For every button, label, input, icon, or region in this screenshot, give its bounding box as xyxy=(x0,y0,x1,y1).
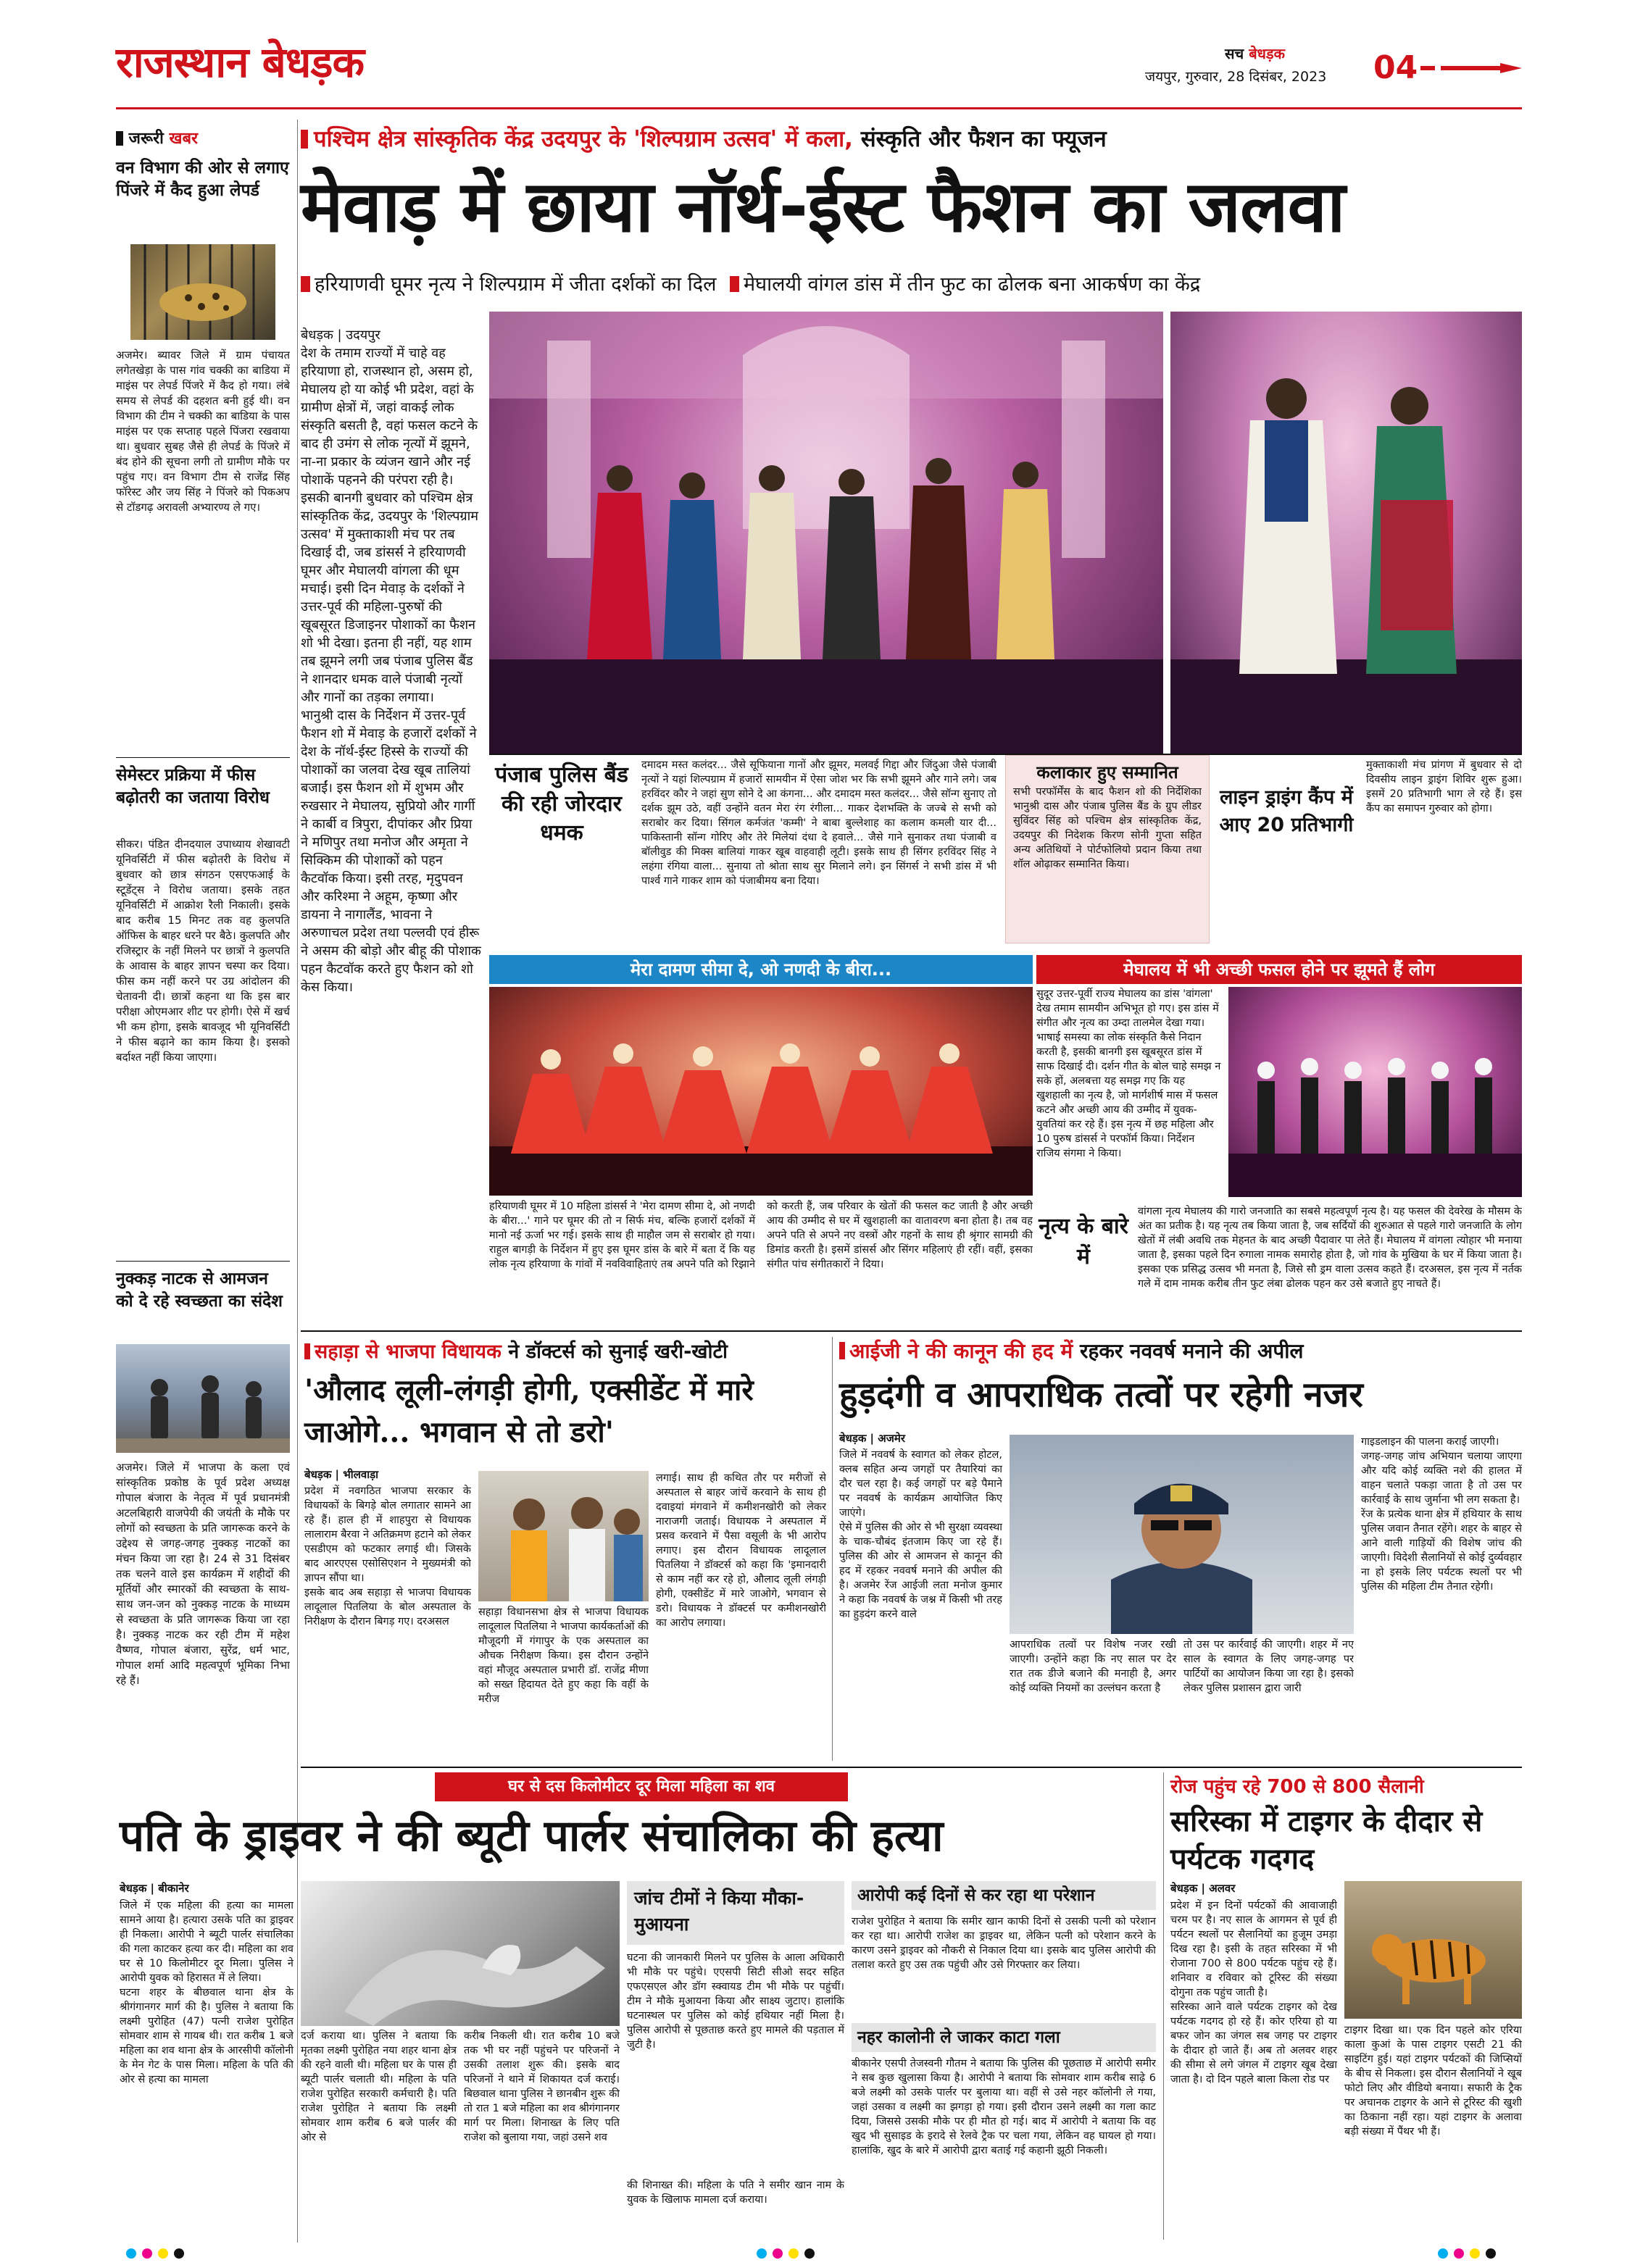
masthead xyxy=(116,29,1522,101)
murder-bar: घर से दस किलोमीटर दूर मिला महिला का शव xyxy=(435,1772,848,1801)
registration-marks-center xyxy=(754,2248,817,2261)
brief-divider xyxy=(116,1261,290,1262)
brief-divider xyxy=(116,757,290,758)
registration-marks-right xyxy=(1435,2248,1499,2261)
ig-col-4: गाइडलाइन की पालना कराई जाएगी। जगह-जगह जांच अभियान चलाया जाएगा और यदि कोई व्यक्ति नशे की हालत में वाहन चलाते पकड़ा जाता है तो उस पर कार्रवाई के साथ जुर्माना भी लग सकता है। रेंज के प्रत्येक थाना क्षेत्र में हथियार के साथ पुलिस जवान तैनात रहेंगे। शहर के बाहर से आने वाली गाड़ियों की विशेष जांच की जाएगी। विदेशी सैलानियों से कोई दुर्व्यवहार ना हो इसके लिए पर्यटक स्थलों पर भी पुलिस की महिला टीम तैनात रहेगी। xyxy=(1361,1436,1522,1593)
column-divider xyxy=(832,1337,833,1761)
crime-scene-photo xyxy=(301,1881,620,2026)
deck-bullet xyxy=(730,276,739,292)
brand-logo: राजस्थान बेधड़क xyxy=(116,38,365,87)
page-number: 04 xyxy=(1373,49,1418,86)
meghalaya-body: सुदूर उत्तर-पूर्वी राज्य मेघालय का डांस 'वांगला' देख तमाम सामयीन अभिभूत हो गए। इस डांस में संगीत और नृत्य का उम्दा तालमेल देखा गया। भाषाई समस्या का लोक संस्कृति कैसे निदान करती है, इसकी बानगी इस खूबसूरत डांस में साफ दिखाई दी। दर्शन गीत के बोल चाहे समझ न सके हों, अलबत्ता यह समझ गए कि यह खुशहाली का नृत्य है, जो मार्गशीर्ष मास में फसल कटने और अच्छी आय की उम्मीद में युवक-युवतियां कर रहे हैं। इस नृत्य में छह महिला और 10 पुरुष डांसर्स ने परफॉर्म किया। निर्देशन राजिय संगमा ने किया। xyxy=(1036,988,1221,1159)
tiger-photo xyxy=(1344,1881,1522,2019)
haryana-body: हरियाणवी घूमर में 10 महिला डांसर्स ने 'मेरा दामण सीमा दे, ओ नणदी के बीरा...' गाने पर घूमर की तो न सिर्फ मंच, बल्कि हजारों दर्शकों में मानो नई ऊर्जा भर गई। इसके साथ ही माहौल जम से सराबोर हो गया। राहुल बागड़ी के निर्देशन में हुए इस घूमर डांस के बारे में बता दें कि यह लोक नृत्य हरियाणा के गांवों में नवविवाहिताएं तब अपने पति को रिझाने को करती हैं, जब परिवार के खेतों की फसल कट जाती है और अच्छी आय की उम्मीद से घर में खुशहाली का वातावरण बना होता है। तब वह अपने पति से अपने नए वस्त्रों और गहनों के साथ ही श्रृंगार सामग्री की डिमांड करती है। इसमें डांसर्स और सिंगर महिलाएं ही रहीं। वहीं, इसका संगीत पांच संगीतकारों ने दिया। xyxy=(489,1201,1033,1270)
ig-col-1: जिले में नववर्ष के स्वागत को लेकर होटल, क्लब सहित अन्य जगहों पर तैयारियां का दौर चल रहा है। कई जगहों पर बड़े पैमाने पर नववर्ष के कार्यक्रम आयोजित किए जाएंगे। ऐसे में पुलिस की ओर से भी सुरक्षा व्यवस्था के चाक-चौबंद इंतजाम किए जा रहे हैं। पुलिस की ओर से आमजन से कानून की हद में रहकर नववर्ष मनाने की अपील की है। अजमेर रेंज आईजी लता मनोज कुमार ने कहा कि नववर्ष के जश्न में किसी भी तरह का हुड़दंग करने वाले xyxy=(839,1449,1002,1620)
investigation-body: घटना की जानकारी मिलने पर पुलिस के आला अधिकारी भी मौके पर पहुंचे। एएसपी सिटी सीओ सदर सहित एफएसएल और डॉग स्क्वायड टीम भी मौके पर पहुंचीं। टीम ने मौके मुआयना किया और साक्ष्य जुटाए। हालांकि घटनास्थल पर पुलिस को कोई हथियार नहीं मिला है। पुलिस आरोपी से पूछताछ करते हुए मामले की पड़ताल में जुटी है। xyxy=(627,1952,844,2051)
registration-marks-left xyxy=(123,2248,187,2261)
line-drawing-body: मुक्ताकाशी मंच प्रांगण में बुधवार से दो दिवसीय लाइन ड्राइंग शिविर शुरू हुआ। इसमें 20 प्रतिभागी भाग ले रहे हैं। इस कैंप का समापन गुरुवार को होगा। xyxy=(1366,759,1522,814)
lead-kicker: पश्चिम क्षेत्र सांस्कृतिक केंद्र उदयपुर के 'शिल्पग्राम उत्सव' में कला, संस्कृति और फैशन का फ्यूजन xyxy=(301,123,1522,154)
masthead-tag: सच बेधड़क xyxy=(1225,45,1285,62)
brief-2-body: सीकर। पंडित दीनदयाल उपाध्याय शेखावटी यूनिवर्सिटी में फीस बढ़ोतरी के विरोध में बुधवार को छात्र संगठन एसएफआई के स्टूडेंट्स ने विरोध जताया। इसके तहत यूनिवर्सिटी में आक्रोश रैली निकाली। इसके बाद करीब 15 मिनट तक वह कुलपति ऑफिस के बाहर धरने पर बैठे। कुलपति और रजिस्ट्रार के नहीं मिलने पर छात्रों ने कुलपति के आवास के बाहर ज्ञापन चस्पा कर दिया। फीस कम नहीं करने पर उग्र आंदोलन की चेतावनी दी। छात्रों कहना था कि इस बार परीक्षा ओएमआर शीट पर होगी। ऐसे में खर्च भी कम होगा, इसके बावजूद भी यूनिवर्सिटी ने फीस बढ़ाने का काम किया है। इसको बर्दाश्त नहीं किया जाएगा। xyxy=(116,838,290,1064)
mla-col-3: लगाई। साथ ही कथित तौर पर मरीजों से अस्पताल से बाहर जांचें करवाने के साथ ही दवाइयां मंगवाने में कमीशनखोरी को लेकर नाराजगी जताई। विधायक ने अस्पताल में प्रसव करवाने में पैसा वसूली के भी आरोप लगाए। इस दौरान विधायक लादूलाल पितलिया ने डॉक्टर्स को कहा कि 'इमानदारी से काम नहीं कर रहे हो, औलाद लूली लंगड़ी होगी, एक्सीडेंट में मारे जाओगे, भगवान से डरो। विधायक ने डॉक्टर्स पर कमीशनखोरी का आरोप लगाया। xyxy=(656,1472,826,1629)
murder-dateline: बेधड़क | बीकानेर xyxy=(120,1882,189,1895)
deck-bullet xyxy=(301,276,310,292)
mla-col-2: सहाड़ा विधानसभा क्षेत्र से भाजपा विधायक लादूलाल पितलिया ने भाजपा कार्यकर्ताओं की मौजूदगी में गंगापुर के एक अस्पताल का औचक निरीक्षण किया। इस दौरान उन्होंने वहां मौजूद अस्पताल प्रभारी डॉ. राजेंद्र मीणा को सख्त हिदायत देते हुए कहा कि वहीं के मरीज xyxy=(478,1606,649,1705)
investigation-headline: जांच टीमों ने किया मौका-मुआयना xyxy=(627,1881,844,1945)
ghoomar-dance-photo xyxy=(489,987,1033,1196)
column-divider xyxy=(1163,1772,1164,2240)
lead-body-col: बेधड़क | उदयपुर देश के तमाम राज्यों में चाहे वह हरियाणा हो, राजस्थान हो, असम हो, मेघालय हो या कोई भी प्रदेश, वहां के ग्रामीण क्षेत्रों में, जहां वाकई लोक संस्कृति बसती है, वहां फसल कटने के बाद ही उमंग से लोक नृत्यों में झूमने, ना-ना प्रकार के व्यंजन खाने और नई पोशाकें पहनने की परंपरा रही है। इसकी बानगी बुधवार को पश्चिम क्षेत्र सांस्कृतिक केंद्र, उदयपुर के 'शिल्पग्राम उत्सव' में मुक्ताकाशी मंच पर तब दिखाई दी, जब डांसर्स ने हरियाणवी घूमर और मेघालयी वांगला की धूम मचाई। इसी दिन मेवाड़ के दर्शकों ने उत्तर-पूर्व की महिला-पुरुषों की खूबसूरत डिजाइनर पोशाकों का फैशन शो भी देखा। इतना ही नहीं, यह शाम तब झूमने लगी जब पंजाब पुलिस बैंड ने शानदार धमक वाले पंजाबी नृत्यों और गानों का तड़का लगाया। भानुश्री दास के निर्देशन में उत्तर-पूर्व फैशन शो में मेवाड़ के हजारों दर्शकों ने देश के नॉर्थ-ईस्ट हिस्से के राज्यों की पोशाकों का जलवा देख खूब तालियां बजाईं। इस फैशन शो में शुभम और रुखसार ने मेघालय, सुप्रियो और गार्गी ने कार्बी व त्रिपुरा, दीपांकर और प्रिया ने मणिपुर तथा मनोज और अमृता ने सिक्किम की पोशाकों को पहन कैटवॉक किया। इसी तरह, मृदुपवन और करिश्मा ने अहूम, कृष्णा और डायना ने नागालैंड, भावना ने अरुणाचल प्रदेश तथा पल्लवी एवं हीरू ने असम की बोड़ो और बीहू की पोशाक पहन कैटवॉक करते हुए फैशन को शो केस किया। xyxy=(301,328,481,995)
sariska-headline: सरिस्का में टाइगर के दीदार से पर्यटक गदगद xyxy=(1170,1805,1483,1876)
investigation-tail: की शिनाख्त की। महिला के पति ने समीर खान नाम के युवक के खिलाफ मामला दर्ज कराया। xyxy=(627,2180,844,2206)
dateline: जयपुर, गुरुवार, 28 दिसंबर, 2023 xyxy=(1145,69,1327,85)
punjab-headline: पंजाब पुलिस बैंड की रही जोरदार धमक xyxy=(495,762,628,846)
artists-box xyxy=(1005,755,1210,943)
kicker-bullet xyxy=(301,130,308,149)
section-rule xyxy=(301,1767,1522,1768)
canal-headline: नहर कालोनी ले जाकर काटा गला xyxy=(852,2023,1156,2052)
ig-dateline: बेधड़क | अजमेर xyxy=(839,1432,905,1445)
accused-headline: आरोपी कई दिनों से कर रहा था परेशान xyxy=(852,1881,1156,1910)
brief-3-headline: नुक्कड़ नाटक से आमजन को दे रहे स्वच्छता का संदेश xyxy=(116,1270,283,1311)
punjab-body: दमादम मस्त कलंदर... जैसे सूफियाना गानों और झूमर, मलवई गिद्दा और जिंदुआ जैसे पंजाबी नृत्यों ने यहां शिल्पग्राम में हजारों सामयीन में ऐसा जोश भर कि सभी झूमने और गाने लगे। जब हरविंदर कौर ने जहां सुण सोने दे आ कंगना... और दमादम मस्त कलंदर... जैसे सॉन्ग सुनाए तो दर्शक झूम उठे, वहीं उन्होंने वतन मेरा रंग रंगीला... गाकर देशभक्ति के जज्बे से सभी को सराबोर कर दिया। सिंगल कर्मजंत 'कम्मी' ने बाबा बुल्लेशाह का कलाम कमली यार दी... पाकिस्तानी सॉन्ग गोरिए और तेरे मिलेयां दंधा दे हवाले... जैसे गाने सुनाकर तथा पंजाबी व बॉलीवुड की मिक्स बालियां गाकर खूब वाहवाही लूटी। इसके साथ ही सिंगर हरविंदर सिंह ने लहंगा रंगिया वाला... सुनाया तो श्रोता साथ सुर मिलाने लगे। इन सिंगर्स ने सभी डांस में भी पार्श्व गाने गाकर शाम को पंजाबीमय बना दिया। xyxy=(641,759,996,887)
masthead-rule xyxy=(116,107,1522,109)
ig-col-3: तो उस पर कार्रवाई की जाएगी। शहर में नए साल के स्वागत के लिए जगह-जगह पर पार्टियों का आयोजन किया जा रहा है। इसको लेकर पुलिस प्रशासन द्वारा जारी xyxy=(1183,1639,1354,1694)
kicker-bullet xyxy=(304,1343,310,1359)
lead-headline: मेवाड़ में छाया नॉर्थ-ईस्ट फैशन का जलवा xyxy=(301,166,1345,249)
mla-headline: 'औलाद लूली-लंगड़ी होगी, एक्सीडेंट में मारे जाओगे... भगवान से तो डरो' xyxy=(304,1373,754,1449)
haryana-bar: मेरा दामण सीमा दे, ओ नणदी के बीरा... xyxy=(489,955,1033,984)
line-drawing-headline: लाइन ड्राइंग कैंप में आए 20 प्रतिभागी xyxy=(1219,786,1354,836)
ig-portrait-photo xyxy=(1010,1435,1354,1634)
sariska-col-2: टाइगर दिखा था। एक दिन पहले कोर एरिया काला कुआं के पास टाइगर एसटी 21 की साइटिंग हुई। यहां टाइगर पर्यटकों की जिप्सियों के बीच से निकला। इस दौरान सैलानियों ने खूब फोटो लिए और वीडियो बनाया। सफारी के ट्रैक पर अचानक टाइगर के आने से टूरिस्ट की खुशी का ठिकाना नहीं रहा। यहां टाइगर के अलावा बड़ी संख्या में पैंथर भी हैं। xyxy=(1344,2025,1522,2138)
canal-body: बीकानेर एसपी तेजस्वनी गौतम ने बताया कि पुलिस की पूछताछ में आरोपी समीर ने सब कुछ खुलासा किया है। आरोपी ने बताया कि सोमवार शाम करीब साढ़े 6 बजे लक्ष्मी को उसके पार्लर पर बुलाया था। वहीं से उसे नहर कॉलोनी ले गया, जहां उसका व लक्ष्मी का झगड़ा हो गया। इसी दौरान उसने लक्ष्मी का गला काट दिया, जिससे उसकी मौके पर ही मौत हो गई। बाद में आरोपी ने बताया कि वह खुद भी सुसाइड के इरादे से रेलवे ट्रैक पर चला गया, लेकिन वह घायल हो गया। हालांकि, खुद के बारे में आरोपी द्वारा बताई गई कहानी झूठी निकली। xyxy=(852,2058,1156,2156)
label-bullet xyxy=(116,131,123,146)
mla-photo xyxy=(478,1471,649,1601)
brief-label: जरूरी खबर xyxy=(116,127,198,149)
mla-col-1: प्रदेश में नवगठित भाजपा सरकार के विधायकों के बिगड़े बोल लगातार सामने आ रहे हैं। हाल ही में शाहपुरा से विधायक लालाराम बैरवा ने अतिक्रमण हटाने को लेकर एसडीएम को फटकार लगाई थी। जिसके बाद आरएएस एसोसिएशन ने मुख्यमंत्री को ज्ञापन सौंपा था। इसके बाद अब सहाड़ा से भाजपा विधायक लादूलाल पितलिया के बोल अस्पताल के निरीक्षण के दौरान बिगड़ गए। दरअसल xyxy=(304,1485,471,1627)
accused-body: राजेश पुरोहित ने बताया कि समीर खान काफी दिनों से उसकी पत्नी को परेशान कर रहा था। आरोपी राजेश का ड्राइवर था, लेकिन पत्नी को परेशान करने के कारण उसने ड्राइवर को नौकरी से निकाल दिया था। इसके बाद पुलिस आरोपी की तलाश करते हुए उस तक पहुंची और उसे गिरफ्तार कर लिया। xyxy=(852,1916,1156,1971)
murder-headline: पति के ड्राइवर ने की ब्यूटी पार्लर संचालिका की हत्या xyxy=(120,1811,944,1861)
brief-3-body: अजमेर। जिले में भाजपा के कला एवं सांस्कृतिक प्रकोष्ठ के पूर्व प्रदेश अध्यक्ष गोपाल बंजारा के नेतृत्व में पूर्व प्रधानमंत्री अटलबिहारी वाजपेयी की जयंती के मौके पर लोगों को स्वच्छता के प्रति जागरूक करने के उद्देश्य से जगह-जगह नुक्कड़ नाटकों का मंचन किया जा रहा है। 24 से 31 दिसंबर तक चलने वाले इस कार्यक्रम में शहीदों की मूर्तियों और स्मारकों की स्वच्छता के साथ-साथ जन-जन को नुक्कड़ नाटक के माध्यम से स्वच्छता के प्रति जागरूक किया जा रहा है। नुक्कड़ नाटक कर रही टीम में महेश वैष्णव, गोपाल बंजारा, सुरेंद्र, धर्म भाट, गोपाल शर्मा आदि महत्वपूर्ण भूमिका निभा रहे हैं। xyxy=(116,1461,290,1687)
section-rule xyxy=(301,1330,1522,1332)
mla-kicker: सहाड़ा से भाजपा विधायक ने डॉक्टर्स को सुनाई खरी-खोटी xyxy=(304,1337,826,1364)
dance-about-body: वांगला नृत्य मेघालय की गारो जनजाति का सबसे महत्वपूर्ण नृत्य है। यह फसल की देवरेख के मौसम के अंत का प्रतीक है। यह नृत्य तब किया जाता है, जब सर्दियों की शुरुआत से पहले गारो जनजाति के लोग खेतों में लंबी अवधि तक मेहनत के बाद अच्छी पैदावार पा लेते हैं। मेघालय में वांगला त्योहार भी मनाया जाता है, इसका पहले दिन रुगाला नामक समारोह होता है, जो गांव के मुखिया के घर में किया जाता है। इसका एक प्रसिद्ध उत्सव भी मनता है, जिसे सौ ड्रम वाला उत्सव कहते हैं। दरअसल, इस नृत्य में नर्तक गले में दाम नामक करीब तीन फुट लंबा ढोलक पहन कर उसे बजाते हुए नाचते हैं। xyxy=(1138,1206,1522,1290)
column-divider xyxy=(297,120,298,2243)
wangala-dance-photo xyxy=(1228,987,1522,1197)
artists-headline: कलाकार हुए सम्मानित xyxy=(1036,762,1178,783)
leopard-cage-photo xyxy=(130,244,275,340)
fashion-show-photo-main xyxy=(489,312,1163,754)
ig-col-2: आपराधिक तत्वों पर विशेष नजर रखी जाएगी। उन्होंने कहा कि नए साल पर देर रात तक डीजे बजाने की मनाही है, अगर कोई व्यक्ति नियमों का उल्लंघन करता है xyxy=(1010,1639,1176,1694)
accused-box xyxy=(852,1881,1156,2240)
murder-col-2: दर्ज कराया था। पुलिस ने बताया कि मृतका लक्ष्मी पुरोहित नया शहर थाना क्षेत्र की रहने वाली थी। महिला घर के पास ही ब्यूटी पार्लर चलाती थी। महिला के पति राजेश पुरोहित सरकारी कर्मचारी है। पति राजेश पुरोहित ने बताया कि लक्ष्मी सोमवार शाम करीब 6 बजे पार्लर की ओर से xyxy=(301,2030,457,2143)
brief-1-headline: वन विभाग की ओर से लगाए पिंजरे में कैद हुआ लेपर्ड xyxy=(116,159,289,200)
dance-about-headline: नृत्य के बारे में xyxy=(1039,1214,1128,1270)
meghalaya-bar: मेघालय में भी अच्छी फसल होने पर झूमते हैं लोग xyxy=(1036,955,1522,984)
ig-kicker: आईजी ने की कानून की हद में रहकर नववर्ष मनाने की अपील xyxy=(839,1337,1520,1364)
punjab-box xyxy=(489,754,1522,954)
investigation-box xyxy=(627,1881,844,2240)
kicker-bullet xyxy=(839,1342,845,1359)
ig-headline: हुड़दंगी व आपराधिक तत्वों पर रहेगी नजर xyxy=(839,1375,1363,1415)
fashion-show-photo-couple xyxy=(1170,312,1522,754)
murder-col-3: करीब निकली थी। रात करीब 10 बजे तक भी घर नहीं पहुंचने पर परिजनों ने उसकी तलाश शुरू की। इसके बाद परिजनों ने थाने में शिकायत दर्ज कराई। बिछवाल थाना पुलिस ने छानबीन शुरू की तो रात 1 बजे महिला का शव श्रीगंगानगर मार्ग पर मिला। शिनाख्त के लिए पति राजेश को बुलाया गया, जहां उसने शव xyxy=(464,2030,620,2143)
sariska-dateline: बेधड़क | अलवर xyxy=(1170,1882,1236,1895)
lead-deck: हरियाणवी घूमर नृत्य ने शिल्पग्राम में जीता दर्शकों का दिल मेघालयी वांगल डांस में तीन फुट का ढोलक बना आकर्षण का केंद्र xyxy=(301,270,1522,296)
mla-dateline: बेधड़क | भीलवाड़ा xyxy=(304,1468,378,1481)
sariska-kicker: रोज पहुंच रहे 700 से 800 सैलानी xyxy=(1170,1776,1424,1798)
murder-col-1: जिले में एक महिला की हत्या का मामला सामने आया है। हत्यारा उसके पति का ड्राइवर ही निकला। आरोपी ने ब्यूटी पार्लर संचालिका की गला काटकर हत्या कर दी। महिला का शव घर से 10 किलोमीटर दूर मिला। पुलिस ने आरोपी युवक को हिरासत में ले लिया। घटना शहर के बीछवाल थाना क्षेत्र के श्रीगंगानगर मार्ग की है। पुलिस ने बताया कि लक्ष्मी पुरोहित (47) पत्नी राजेश पुरोहित सोमवार शाम से गायब थी। रात करीब 1 बजे महिला का शव थाना क्षेत्र के आरसीपी कॉलोनी के मेन गेट के पास मिला। महिला के पति की ओर से हत्या का मामला xyxy=(120,1900,294,2085)
pen-nib-icon xyxy=(1420,62,1522,74)
brief-1-body: अजमेर। ब्यावर जिले में ग्राम पंचायत लगेतखेड़ा के पास गांव चक्की का बाडिया में माइंस पर लेपर्ड पिंजरे में कैद हो गया। लंबे समय से लेपर्ड की दहशत बनी हुई थी। वन विभाग की टीम ने चक्की का बाडिया के पास माइंस पर एक सप्ताह पहले पिंजरा रखवाया था। बुधवार सुबह जैसे ही लेपर्ड के पिंजरे में बंद होने की सूचना लगी तो ग्रामीण मौके पर पहुंच गए। वन विभाग टीम से राजेंद्र सिंह फॉरेस्ट और जय सिंह ने पिंजरे को पिकअप से टॉडगढ़ अरावली अभ्यारण्य ले गए। xyxy=(116,349,290,514)
sariska-col-1: प्रदेश में इन दिनों पर्यटकों की आवाजाही चरम पर है। नए साल के आगमन से पूर्व ही पर्यटन स्थलों पर सैलानियों का हुजूम उमड़ा दिख रहा है। इसी के तहत सरिस्का में भी रोजाना 700 से 800 पर्यटक पहुंच रहे हैं। शनिवार व रविवार को टूरिस्ट की संख्या दोगुना तक पहुंच जाती है। सरिस्का आने वाले पर्यटक टाइगर को देख पर्यटक गदगद हो रहे हैं। कोर एरिया हो या बफर जोन का जंगल सब जगह पर टाइगर के दीदार हो जाते हैं। अब तो अलवर शहर की सीमा से लगे जंगल में टाइगर खूब देखा जाता है। दो दिन पहले बाला किला रोड पर xyxy=(1170,1900,1337,2085)
street-play-photo xyxy=(116,1344,290,1453)
brief-2-headline: सेमेस्टर प्रक्रिया में फीस बढ़ोतरी का जताया विरोध xyxy=(116,766,270,807)
artists-body: सभी परफॉर्मेंस के बाद फैशन शो की निर्देशिका भानुश्री दास और पंजाब पुलिस बैंड के ग्रुप लीडर सुविंदर सिंह को पश्चिम क्षेत्र सांस्कृतिक केंद्र, उदयपुर की निदेशक किरण सोनी गुप्ता सहित अन्य अतिथियों ने पोर्टफोलियो प्रदान किया तथा शॉल ओढ़ाकर सम्मानित किया। xyxy=(1013,786,1202,870)
